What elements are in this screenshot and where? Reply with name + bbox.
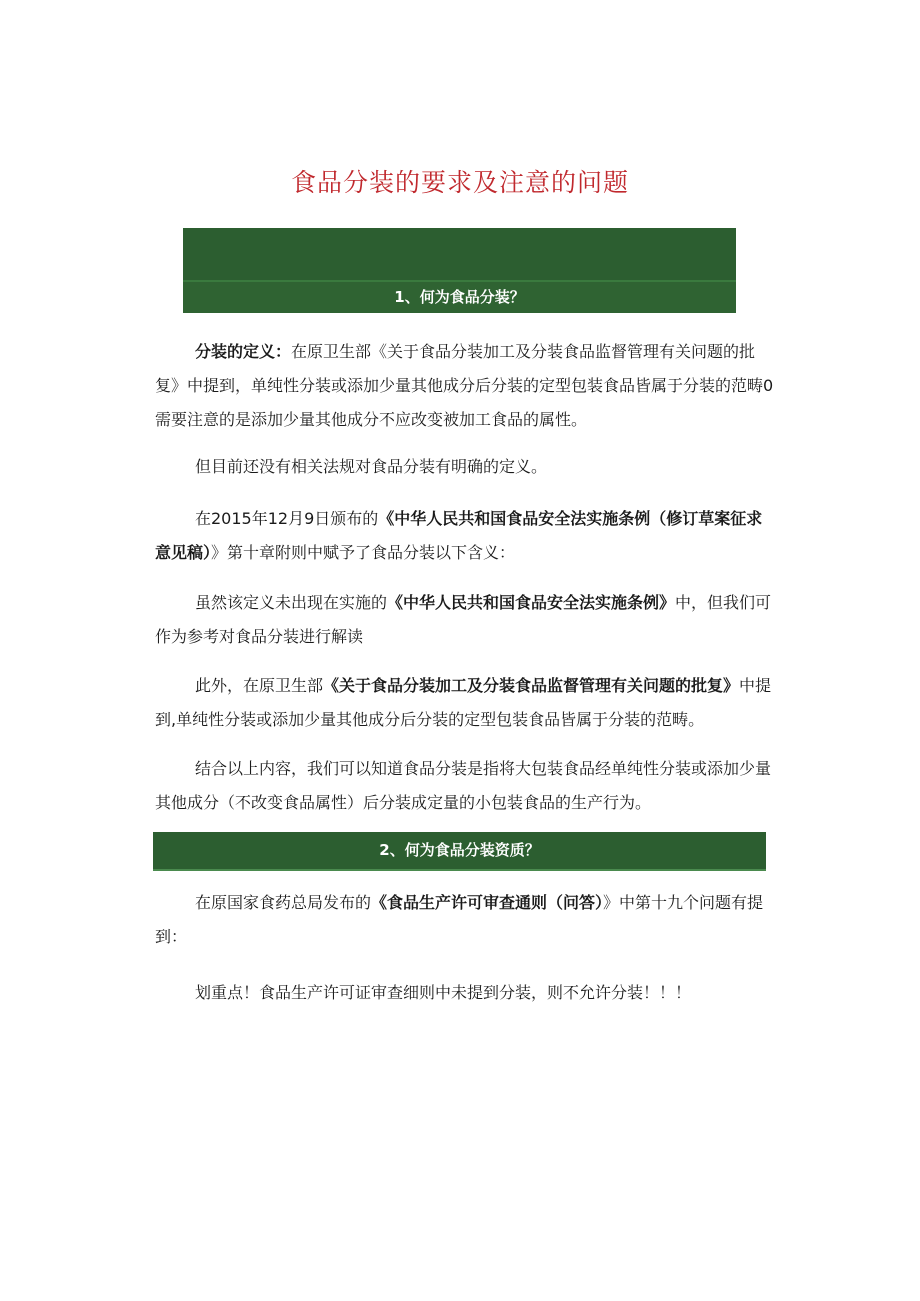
additionally-title: 《关于食品分装加工及分装食品监督管理有关问题的批复》 [323,676,740,695]
additionally-post: 中提到,单纯性分装或添加少量其他成分后分装的定型包装食品皆属于分装的范畴。 [155,676,772,729]
page-title: 食品分装的要求及注意的问题 [290,168,629,197]
general-rules-post: 》中第十九个问题有提到： [155,893,764,946]
paragraph-no-regulation [155,450,775,484]
paragraph-key-point [155,976,775,1010]
key-point-text: 划重点！食品生产许可证审查细则中未提到分装，则不允许分装！！！ [195,983,692,1002]
paragraph-general-rules [155,886,775,954]
paragraph-reference [155,586,775,654]
reference-post: 中，但我们可作为参考对食品分装进行解读 [155,593,772,646]
section-2-banner: 2、何为食品分装资质？ [153,832,766,869]
paragraph-2015-draft [155,502,775,570]
paragraph-conclusion [155,752,775,820]
definition-label: 分装的定义： [195,342,292,361]
general-rules-title: 《食品生产许可审查通则（问答） [371,893,604,912]
paragraph-additionally [155,669,775,737]
draft-title: 《中华人民共和国食品安全法实施条例（修订草案征求意见稿） [155,509,763,562]
draft-pre: 在2015年12月9日颁布的 [195,509,379,528]
banner-top-bar [183,228,736,282]
section-1-heading: 1、何为食品分装？ [394,288,525,306]
reference-pre: 虽然该定义未出现在实施的 [195,593,388,612]
paragraph-definition [155,335,775,437]
general-rules-pre: 在原国家食药总局发布的 [195,893,372,912]
reference-title: 《中华人民共和国食品安全法实施条例》 [387,593,676,612]
draft-post: 》第十章附则中赋予了食品分装以下含义： [211,543,516,562]
no-regulation-text: 但目前还没有相关法规对食品分装有明确的定义。 [195,457,548,476]
conclusion-text: 结合以上内容，我们可以知道食品分装是指将大包装食品经单纯性分装或添加少量其他成分（不改变食品属性）后分装成定量的小包装食品的生产行为。 [155,759,772,812]
additionally-pre: 此外，在原卫生部 [195,676,324,695]
section-1-banner [183,228,736,313]
definition-text: 在原卫生部《关于食品分装加工及分装食品监督管理有关问题的批复》中提到，单纯性分装或添加少量其他成分后分装的定型包装食品皆属于分装的范畴0需要注意的是添加少量其他成分不应改变被加工食品的属性。 [155,342,774,429]
